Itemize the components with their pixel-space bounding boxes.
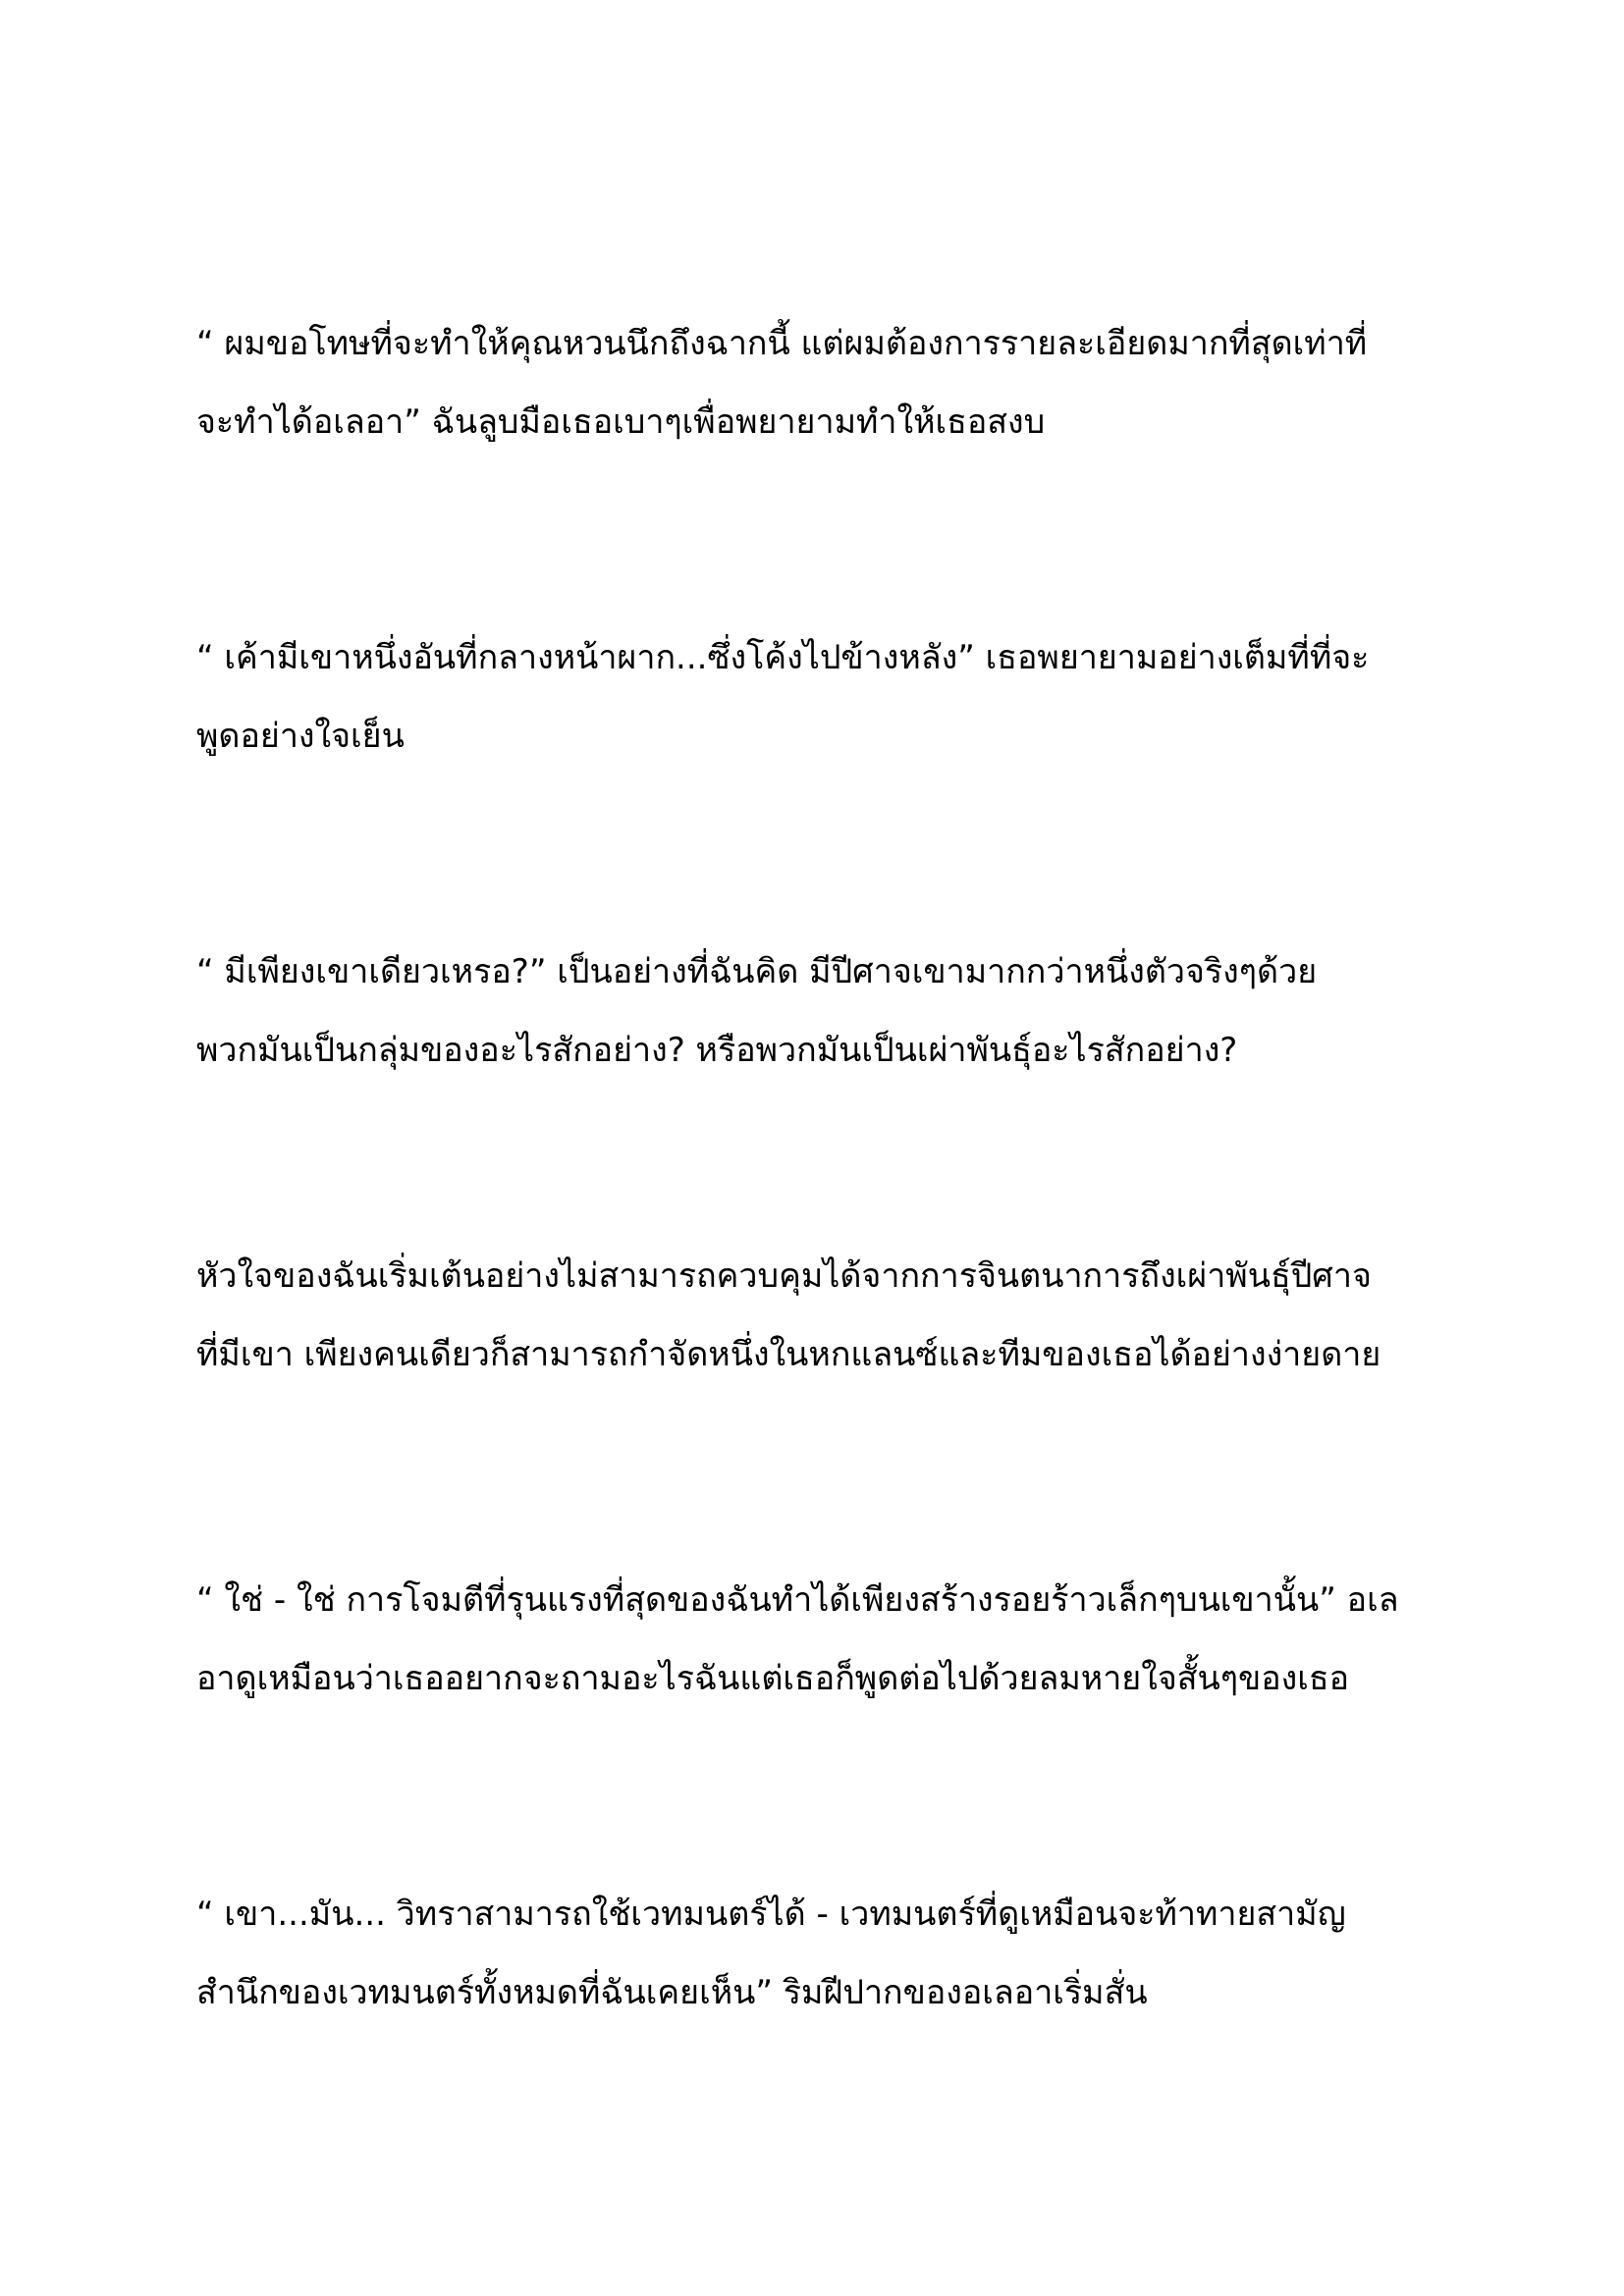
paragraph-line: อาดูเหมือนว่าเธออยากจะถามอะไรฉันแต่เธอก็พูดต่อไปด้วยลมหายใจสั้นๆของเธอ [196,1659,1350,1698]
paragraph-line: พวกมันเป็นกลุ่มของอะไรสักอย่าง? หรือพวกมันเป็นเผ่าพันธุ์อะไรสักอย่าง? [196,1031,1238,1070]
paragraph-line: “ ใช่ - ใช่ การโจมตีที่รุนแรงที่สุดของฉันทำได้เพียงสร้างรอยร้าวเล็กๆบนเขานั้น” อเล [196,1580,1399,1620]
paragraph-2 [196,618,1473,775]
paragraph-line: หัวใจของฉันเริ่มเต้นอย่างไม่สามารถควบคุมได้จากการจินตนาการถึงเผ่าพันธุ์ปีศาจ [196,1256,1372,1296]
paragraph-line: จะทำได้อเลอา” ฉันลูบมือเธอเบาๆเพื่อพยายามทำให้เธอสงบ [196,402,1046,442]
paragraph-line: “ มีเพียงเขาเดียวเหรอ?” เป็นอย่างที่ฉันคิด มีปีศาจเขามากกว่าหนึ่งตัวจริงๆด้วย [196,952,1318,991]
paragraph-line: “ เค้ามีเขาหนึ่งอันที่กลางหน้าผาก...ซึ่งโค้งไปข้างหลัง” เธอพยายามอย่างเต็มที่ที่จะ [196,638,1370,677]
paragraph-line: “ ผมขอโทษที่จะทำให้คุณหวนนึกถึงฉากนี้ แต่ผมต้องการรายละเอียดมากที่สุดเท่าที่ [196,324,1368,363]
paragraph-4 [196,1237,1473,1394]
paragraph-line: พูดอย่างใจเย็น [196,717,405,756]
paragraph-5 [196,1561,1473,1718]
paragraph-3 [196,933,1473,1090]
paragraph-6 [196,1875,1473,2032]
paragraph-line: สำนึกของเวทมนตร์ทั้งหมดที่ฉันเคยเห็น” ริมฝีปากของอเลอาเริ่มสั่น [196,1973,1148,2012]
paragraph-line: ที่มีเขา เพียงคนเดียวก็สามารถกำจัดหนึ่งในหกแลนซ์และทีมของเธอได้อย่างง่ายดาย [196,1335,1381,1374]
paragraph-line: “ เขา...มัน... วิทราสามารถใช้เวทมนตร์ได้ - เวทมนตร์ที่ดูเหมือนจะท้าทายสามัญ [196,1895,1346,1934]
paragraph-1 [196,304,1473,461]
